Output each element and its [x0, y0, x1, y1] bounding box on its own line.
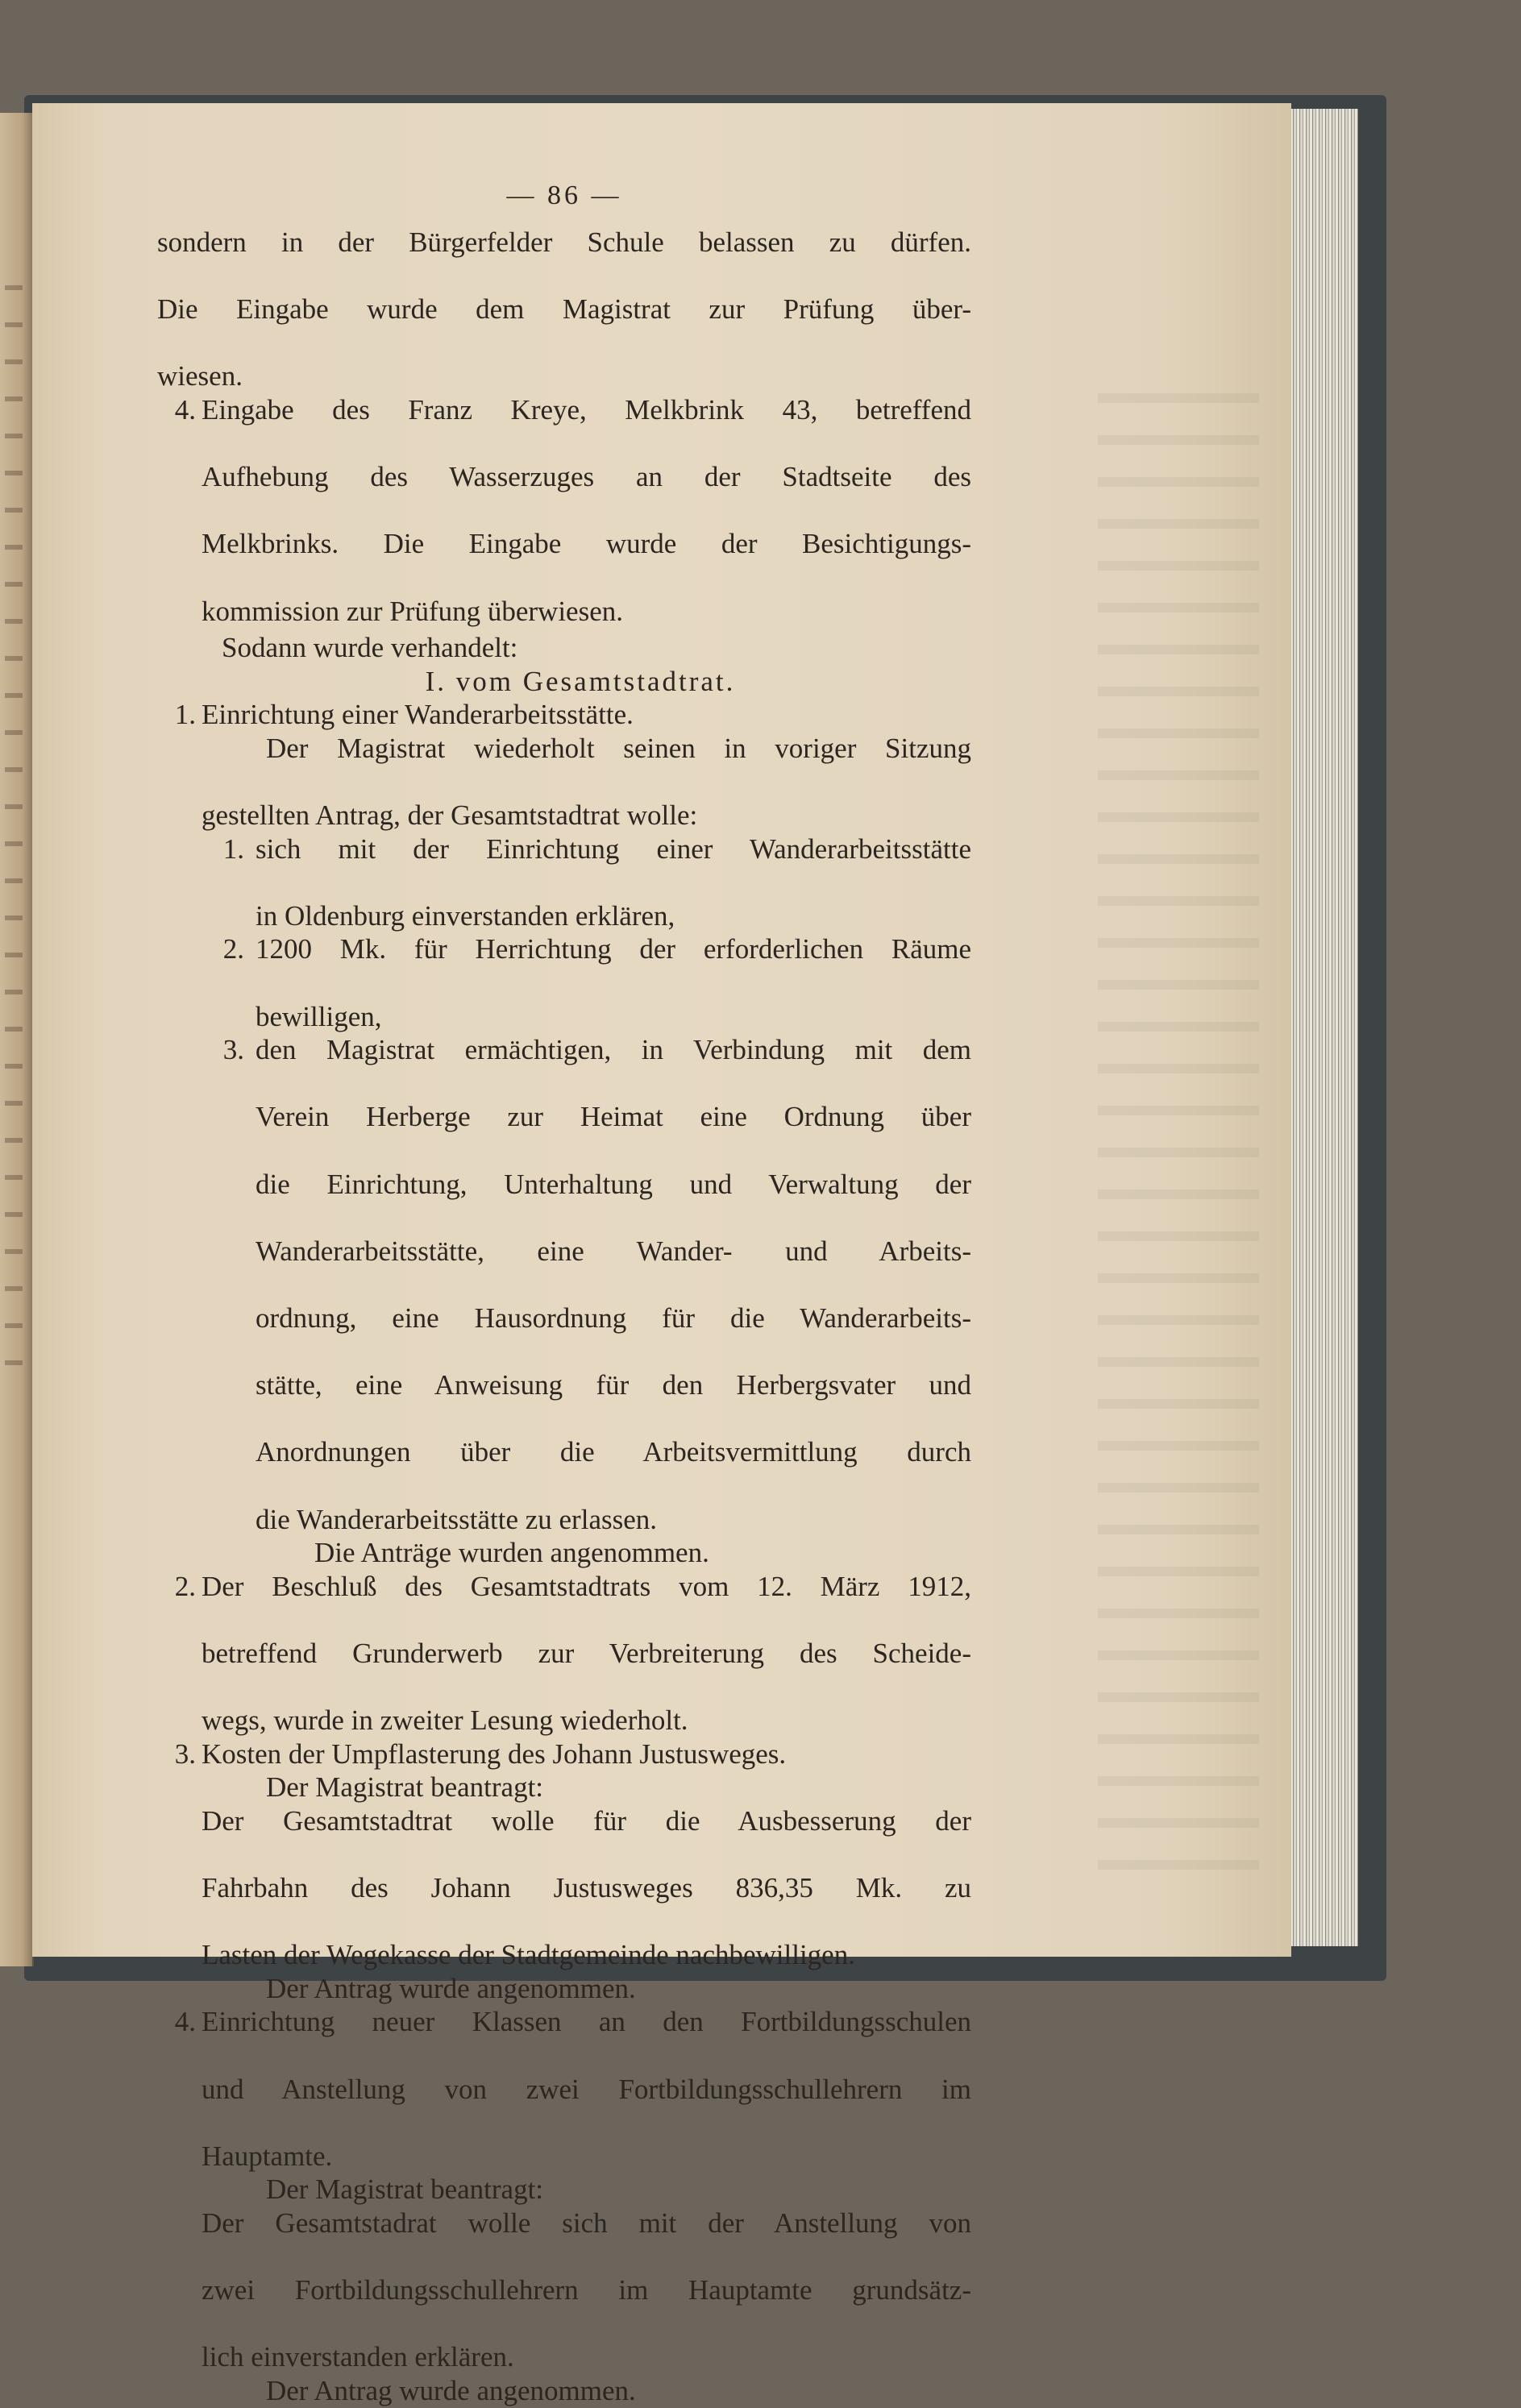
text-line: stätte, eine Anweisung für den Herbergsvater und [256, 1369, 971, 1401]
sub-item [157, 932, 971, 1033]
text-line: kommission zur Prüfung überwiesen. [202, 595, 623, 627]
text-line: bewilligen, [256, 1000, 382, 1032]
text-line: lich einverstanden erklären. [202, 2341, 514, 2373]
text-line: Der Gesamtstadtrat wolle für die Ausbesserung der [202, 1804, 971, 1837]
item-number: 1. [174, 699, 196, 731]
text-line: Hauptamte. [202, 2140, 333, 2172]
page-number: — 86 — [506, 181, 622, 210]
text-line: die Wanderarbeitsstätte zu erlassen. [256, 1503, 657, 1535]
item-number: 3. [222, 1034, 244, 1066]
text-line: Wanderarbeitsstätte, eine Wander- und Arbeits- [256, 1235, 971, 1267]
page-text [157, 145, 971, 2408]
text-line: zwei Fortbildungsschullehrern im Hauptamte grundsätz- [202, 2274, 971, 2306]
paragraph [157, 2207, 971, 2374]
text-line: Der Gesamtstadrat wolle sich mit der Anstellung von [202, 2207, 971, 2240]
text-line: in Oldenburg einverstanden erklären, [256, 899, 675, 932]
show-through [1098, 369, 1259, 1900]
text-line: den Magistrat ermächtigen, in Verbindung mit dem [256, 1034, 971, 1066]
item-number: 3. [174, 1737, 196, 1770]
text-line: sich mit der Einrichtung einer Wanderarbeitsstätte [256, 832, 971, 865]
text-line: Lasten der Wegekasse der Stadtgemeinde nachbewilligen. [202, 1939, 855, 1971]
list-item-wanderarbeitsstaette [157, 698, 971, 732]
paragraph [157, 732, 971, 832]
text-line: Der Beschluß des Gesamtstadtrats vom 12. März 1912, [202, 1570, 971, 1602]
text-line: Kosten der Umpflasterung des Johann Justusweges. [202, 1737, 787, 1770]
text-line: Aufhebung des Wasserzuges an der Stadtseite des [202, 461, 971, 493]
text-line: Melkbrinks. Die Eingabe wurde der Besichtigungs- [202, 528, 971, 560]
text-line: Der Antrag wurde angenommen. [266, 2375, 636, 2406]
sub-item [157, 1033, 971, 1536]
text-line: Der Magistrat beantragt: [266, 2173, 544, 2206]
item-number: 4. [174, 2006, 196, 2038]
text-line: und Anstellung von zwei Fortbildungsschullehrern im [202, 2073, 971, 2105]
text-line: Sodann wurde verhandelt: [222, 632, 518, 664]
text-line: ordnung, eine Hausordnung für die Wanderarbeits- [256, 1302, 971, 1334]
paragraph [157, 1804, 971, 1972]
item-number: 2. [174, 1570, 196, 1602]
item-number: 1. [222, 832, 244, 865]
text-line: betreffend Grunderwerb zur Verbreiterung des Scheide- [202, 1637, 971, 1669]
text-line: Anordnungen über die Arbeitsvermittlung durch [256, 1436, 971, 1468]
text-line: Die Anträge wurden angenommen. [314, 1537, 709, 1569]
text-line: die Einrichtung, Unterhaltung und Verwaltung der [256, 1168, 971, 1200]
paragraph-continuation [157, 226, 971, 393]
text-line: Einrichtung neuer Klassen an den Fortbildungsschulen [202, 2006, 971, 2038]
text-line: 1200 Mk. für Herrichtung der erforderlichen Räume [256, 933, 971, 965]
list-item-eingabe [157, 393, 971, 628]
sub-item [157, 832, 971, 933]
section-heading: I. vom Gesamtstadtrat. [425, 665, 736, 697]
facing-page [0, 113, 34, 1966]
text-line: Verein Herberge zur Heimat eine Ordnung über [256, 1101, 971, 1133]
item-number: 2. [222, 933, 244, 965]
text-line: Der Magistrat wiederholt seinen in voriger Sitzung [266, 732, 971, 764]
item-number: 4. [174, 393, 196, 426]
text-line: Der Antrag wurde angenommen. [266, 1972, 636, 2004]
text-line: Die Eingabe wurde dem Magistrat zur Prüfung über- [157, 293, 971, 326]
text-line: Der Magistrat beantragt: [266, 1771, 544, 1804]
list-item-umpflasterung [157, 1737, 971, 1771]
text-line: wiesen. [157, 360, 243, 392]
facing-page-text [5, 258, 23, 1386]
text-line: Einrichtung einer Wanderarbeitsstätte. [202, 699, 634, 731]
text-line: gestellten Antrag, der Gesamtstadtrat wolle: [202, 799, 698, 832]
text-line: Fahrbahn des Johann Justusweges 836,35 Mk. zu [202, 1872, 971, 1904]
text-line: sondern in der Bürgerfelder Schule belassen zu dürfen. [157, 226, 971, 258]
text-line: wegs, wurde in zweiter Lesung wiederholt. [202, 1704, 688, 1737]
list-item-beschluss [157, 1570, 971, 1737]
list-item-fortbildungsschulen [157, 2005, 971, 2173]
text-line: Eingabe des Franz Kreye, Melkbrink 43, betreffend [202, 393, 971, 426]
